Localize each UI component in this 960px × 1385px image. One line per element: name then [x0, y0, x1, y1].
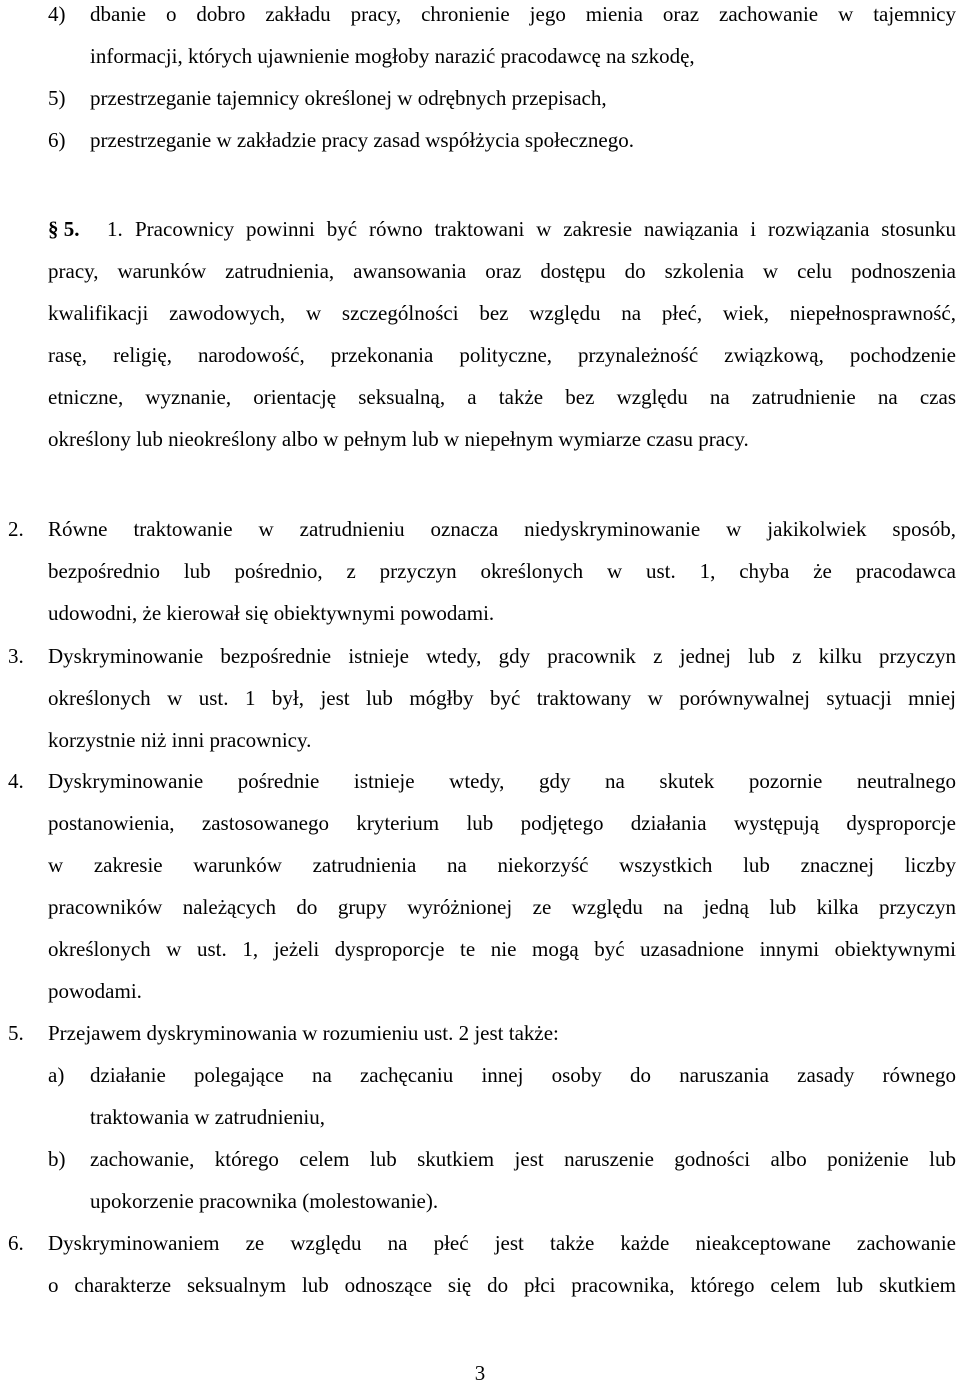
list-marker-5: 5) — [48, 86, 66, 110]
para-4-line-2: postanowienia, zastosowanego kryterium lub podjętego działania występują dysproporcje — [48, 813, 956, 835]
para-6-line-1: Dyskryminowaniem ze względu na płeć jest także każde nieakceptowane zachowanie — [48, 1233, 956, 1255]
list-item-5-line-1: przestrzeganie tajemnicy określonej w odrębnych przepisach, — [90, 86, 607, 110]
para-1-line-6: określony lub nieokreślony albo w pełnym lub w niepełnym wymiarze czasu pracy. — [48, 427, 749, 451]
para-1-line-1: Pracownicy powinni być równo traktowani w zakresie nawiązania i rozwiązania stosunku — [135, 219, 956, 241]
list-item-6-line-1: przestrzeganie w zakładzie pracy zasad współżycia społecznego. — [90, 128, 634, 152]
para-5-item-a-line-2: traktowania w zatrudnieniu, — [90, 1105, 325, 1129]
para-5-item-a-marker: a) — [48, 1063, 65, 1087]
para-1-line-3: kwalifikacji zawodowych, w szczególności bez względu na płeć, wiek, niepełnosprawność, — [48, 303, 956, 325]
para-2-marker: 2. — [8, 517, 24, 541]
para-6-marker: 6. — [8, 1231, 24, 1255]
para-4-marker: 4. — [8, 769, 24, 793]
para-3-marker: 3. — [8, 644, 24, 668]
list-marker-4: 4) — [48, 2, 66, 26]
para-5-marker: 5. — [8, 1021, 24, 1045]
para-1-line-2: pracy, warunków zatrudnienia, awansowania oraz dostępu do szkolenia w celu podnoszenia — [48, 261, 956, 283]
para-5-line-1: Przejawem dyskryminowania w rozumieniu ust. 2 jest także: — [48, 1021, 559, 1045]
para-5-item-b-line-1: zachowanie, którego celem lub skutkiem jest naruszenie godności albo poniżenie lub — [90, 1149, 956, 1171]
para-1-line-5: etniczne, wyznanie, orientację seksualną, a także bez względu na zatrudnienie na czas — [48, 387, 956, 409]
section-mark: § 5. — [48, 217, 80, 241]
para-2-line-1: Równe traktowanie w zatrudnieniu oznacza niedyskryminowanie w jakikolwiek sposób, — [48, 519, 956, 541]
para-2-line-2: bezpośrednio lub pośrednio, z przyczyn określonych w ust. 1, chyba że pracodawca — [48, 561, 956, 583]
para-4-line-1: Dyskryminowanie pośrednie istnieje wtedy, gdy na skutek pozornie neutralnego — [48, 771, 956, 793]
para-3-line-3: korzystnie niż inni pracownicy. — [48, 728, 312, 752]
list-marker-6: 6) — [48, 128, 66, 152]
list-item-4-line-2: informacji, których ujawnienie mogłoby narazić pracodawcę na szkodę, — [90, 44, 695, 68]
para-3-line-2: określonych w ust. 1 był, jest lub mógłby być traktowany w porównywalnej sytuacji mniej — [48, 688, 956, 710]
list-item-4-line-1: dbanie o dobro zakładu pracy, chronienie jego mienia oraz zachowanie w tajemnicy — [90, 4, 956, 26]
para-4-line-4: pracowników należących do grupy wyróżnionej ze względu na jedną lub kilka przyczyn — [48, 897, 956, 919]
para-2-line-3: udowodni, że kierował się obiektywnymi powodami. — [48, 601, 495, 625]
para-4-line-5: określonych w ust. 1, jeżeli dysproporcje te nie mogą być uzasadnione innymi obiektywnymi — [48, 939, 956, 961]
para-3-line-1: Dyskryminowanie bezpośrednie istnieje wtedy, gdy pracownik z jednej lub z kilku przyczyn — [48, 646, 956, 668]
para-6-line-2: o charakterze seksualnym lub odnoszące się do płci pracownika, którego celem lub skutkiem — [48, 1275, 956, 1297]
para-5-item-b-line-2: upokorzenie pracownika (molestowanie). — [90, 1189, 439, 1213]
page-number: 3 — [474, 1361, 486, 1385]
para-5-item-b-marker: b) — [48, 1147, 66, 1171]
para-1-marker: 1. — [107, 217, 123, 241]
para-1-line-4: rasę, religię, narodowość, przekonania polityczne, przynależność związkową, pochodzenie — [48, 345, 956, 367]
para-4-line-6: powodami. — [48, 979, 142, 1003]
para-5-item-a-line-1: działanie polegające na zachęcaniu innej osoby do naruszania zasady równego — [90, 1065, 956, 1087]
para-4-line-3: w zakresie warunków zatrudnienia na niekorzyść wszystkich lub znacznej liczby — [48, 855, 956, 877]
